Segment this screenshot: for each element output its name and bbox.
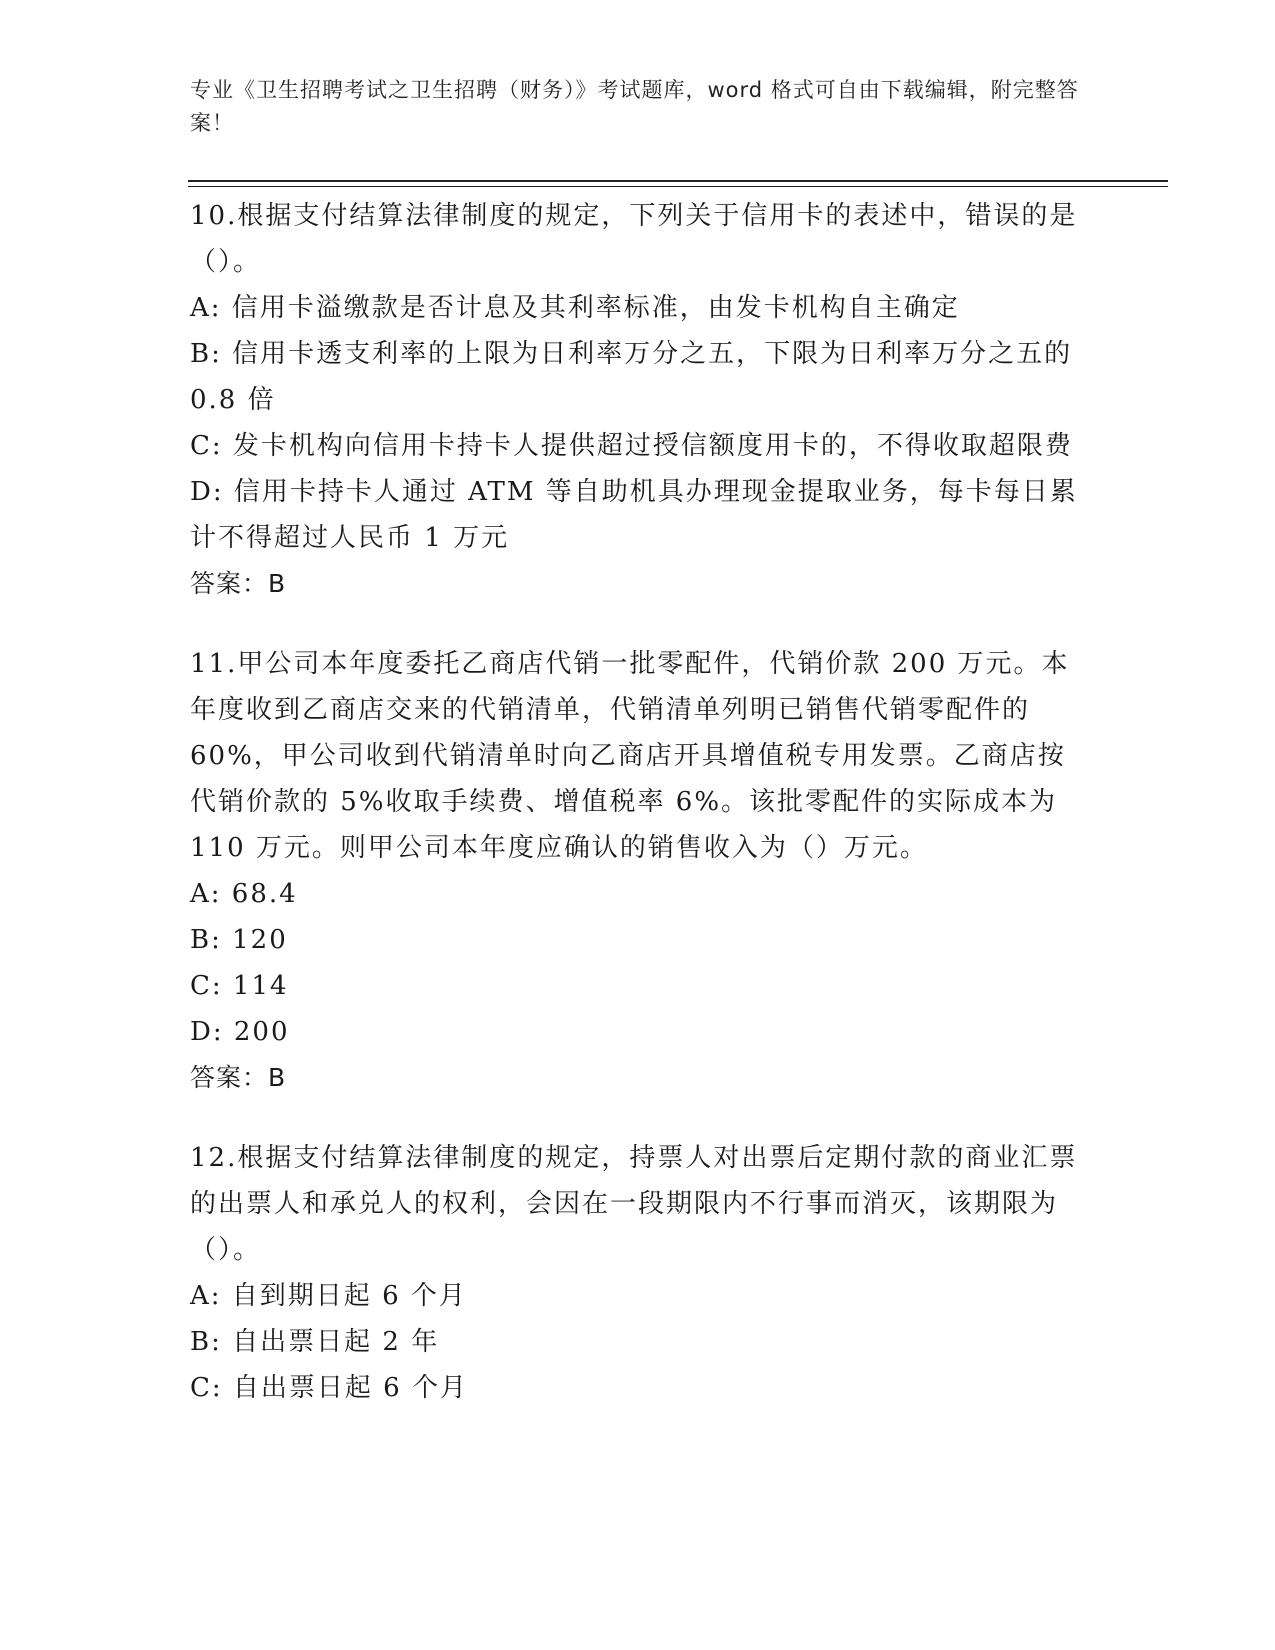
header-divider-thick xyxy=(188,180,1168,182)
option-a: A: 68.4 xyxy=(190,879,298,909)
question-stem: 11.甲公司本年度委托乙商店代销一批零配件，代销价款 200 万元。本年度收到乙商店交来的代销清单，代销清单列明已销售代销零配件的 60%，甲公司收到代销清单时向乙商店开具增值税专用发票。乙商店按代销价款的 5%收取手续费、增值税率 6%。该批零配件的实际成本为 110 万元。则甲公司本年度应确认的销售收入为（）万元。 xyxy=(190,649,1070,863)
option-b: B: 自出票日起 2 年 xyxy=(190,1327,440,1357)
option-b: B: 120 xyxy=(190,925,288,955)
option-b: B: 信用卡透支利率的上限为日利率万分之五，下限为日利率万分之五的 0.8 倍 xyxy=(190,339,1073,415)
header-divider-thin xyxy=(188,186,1168,187)
option-d: D: 信用卡持卡人通过 ATM 等自助机具办理现金提取业务，每卡每日累计不得超过人民币 1 万元 xyxy=(190,477,1078,553)
option-c: C: 自出票日起 6 个月 xyxy=(190,1373,468,1403)
option-a: A: 信用卡溢缴款是否计息及其利率标准，由发卡机构自主确定 xyxy=(190,293,960,323)
question-stem: 12.根据支付结算法律制度的规定，持票人对出票后定期付款的商业汇票的出票人和承兑人的权利，会因在一段期限内不行事而消灭，该期限为（）。 xyxy=(190,1143,1078,1265)
question-11 xyxy=(190,641,1080,1101)
answer-line: 答案：B xyxy=(190,569,287,598)
question-10 xyxy=(190,193,1080,607)
question-list xyxy=(190,193,1080,1445)
option-a: A: 自到期日起 6 个月 xyxy=(190,1281,467,1311)
question-12 xyxy=(190,1135,1080,1411)
document-header: 专业《卫生招聘考试之卫生招聘（财务）》考试题库，word 格式可自由下载编辑，附完整答案！ xyxy=(190,78,1079,135)
option-d: D: 200 xyxy=(190,1017,290,1047)
question-stem: 10.根据支付结算法律制度的规定，下列关于信用卡的表述中，错误的是（）。 xyxy=(190,201,1078,277)
option-c: C: 发卡机构向信用卡持卡人提供超过授信额度用卡的，不得收取超限费 xyxy=(190,431,1073,461)
answer-line: 答案：B xyxy=(190,1063,287,1092)
option-c: C: 114 xyxy=(190,971,289,1001)
